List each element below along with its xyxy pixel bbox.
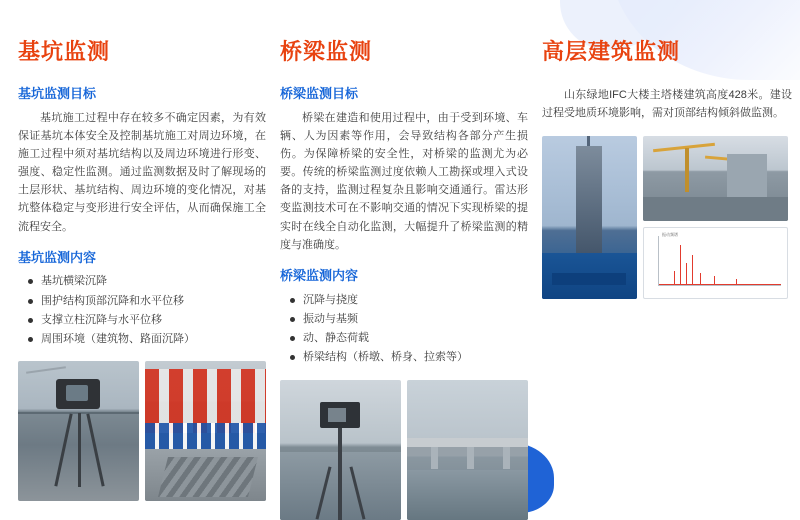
list-item: 沉降与挠度 — [290, 291, 528, 310]
bridge-pier — [503, 447, 510, 469]
bridge-span-photo — [407, 380, 528, 520]
skyscraper-photo — [542, 136, 637, 299]
photo-row-foundation-pit — [18, 361, 266, 501]
crane-silhouette-icon — [26, 367, 66, 375]
list-item: 周围环境（建筑物、路面沉降） — [28, 330, 266, 349]
chart-x-axis — [658, 285, 781, 286]
heading-foundation-pit-goal: 基坑监测目标 — [18, 86, 97, 102]
list-foundation-pit-content — [18, 272, 266, 349]
chart-spike — [686, 263, 687, 285]
chart-spike — [714, 276, 715, 285]
bridge-pier — [431, 447, 438, 469]
chart-spike — [700, 273, 701, 285]
paragraph-foundation-pit-goal: 基坑施工过程中存在较多不确定因素，为有效保证基坑本体安全及控制基坑施工对周边环境，在施工过程中须对基坑结构以及周边环境进行形变、强度、稳定性监测。通过监测数据及时了解现场的土层形状、基坑结构、周边环境的变化情况，对基坑整体稳定与变形进行安全评估，从而确保施工全流程安全。 — [18, 111, 266, 233]
chart-spike — [674, 271, 675, 285]
bridge-radar-device-photo — [280, 380, 401, 520]
section-high-rise — [542, 40, 792, 520]
bridge-pier — [467, 447, 474, 469]
chart-y-axis — [658, 236, 659, 286]
list-item: 桥梁结构（桥墩、桥身、拉索等） — [290, 348, 528, 367]
tower-body — [576, 146, 602, 254]
radar-device-lens — [328, 408, 346, 422]
chart-baseline — [659, 284, 781, 285]
page-title-high-rise: 高层建筑监测 — [542, 39, 681, 64]
list-item: 振动与基频 — [290, 310, 528, 329]
list-bridge-content — [280, 291, 528, 368]
total-station-lens — [66, 385, 88, 401]
tower-crane-mast — [685, 148, 689, 192]
monitoring-chart-photo — [643, 227, 788, 299]
water-surface — [407, 470, 528, 520]
chart-spike — [680, 245, 681, 285]
heading-bridge-goal: 桥梁监测目标 — [280, 86, 359, 102]
drainage-channel — [158, 457, 258, 497]
chart-spike — [692, 255, 693, 285]
survey-instrument-photo — [18, 361, 139, 501]
heading-foundation-pit-content: 基坑监测内容 — [18, 249, 97, 265]
tower-crane-jib — [653, 143, 715, 152]
page-title-foundation-pit: 基坑监测 — [18, 39, 111, 64]
section-bridge — [280, 40, 528, 520]
photo-grid-high-rise — [542, 136, 792, 299]
building-block — [727, 154, 767, 200]
chart-spike — [736, 279, 737, 285]
list-item: 基坑横梁沉降 — [28, 272, 266, 291]
photo-row-bridge — [280, 380, 528, 520]
chart-legend: 振动频谱 — [662, 232, 678, 238]
paragraph-high-rise: 山东绿地IFC大楼主塔楼建筑高度428米。建设过程受地质环境影响，需对顶部结构倾斜做监测。 — [542, 89, 792, 120]
construction-site-photo — [643, 136, 788, 221]
paragraph-bridge-goal: 桥梁在建造和使用过程中，由于受到环境、车辆、人为因素等作用，会导致结构各部分产生损伤。为保障桥梁的安全性，对桥梁的监测尤为必要。传统的桥梁监测过度依赖人工勘探或埋入式设备的支持，监测过程复杂且影响交通通行。雷达形变监测技术可在不影响交通的情况下实现桥梁的提实时在线全自动化监测，大幅提升了桥梁监测的精度与准确度。 — [280, 111, 528, 251]
list-item: 支撑立柱沉降与水平位移 — [28, 311, 266, 330]
tripod-leg — [78, 413, 81, 487]
device-pole — [338, 428, 342, 520]
bridge-deck — [407, 438, 528, 447]
tripod-leg — [86, 414, 104, 487]
tripod-leg — [54, 414, 72, 487]
page-title-bridge: 桥梁监测 — [280, 39, 373, 64]
heading-bridge-content: 桥梁监测内容 — [280, 267, 359, 283]
construction-barrier-photo — [145, 361, 266, 501]
list-item: 围护结构顶部沉降和水平位移 — [28, 292, 266, 311]
site-signboard — [552, 273, 626, 285]
list-item: 动、静态荷载 — [290, 329, 528, 348]
site-ground — [643, 197, 788, 221]
section-foundation-pit — [18, 40, 266, 520]
